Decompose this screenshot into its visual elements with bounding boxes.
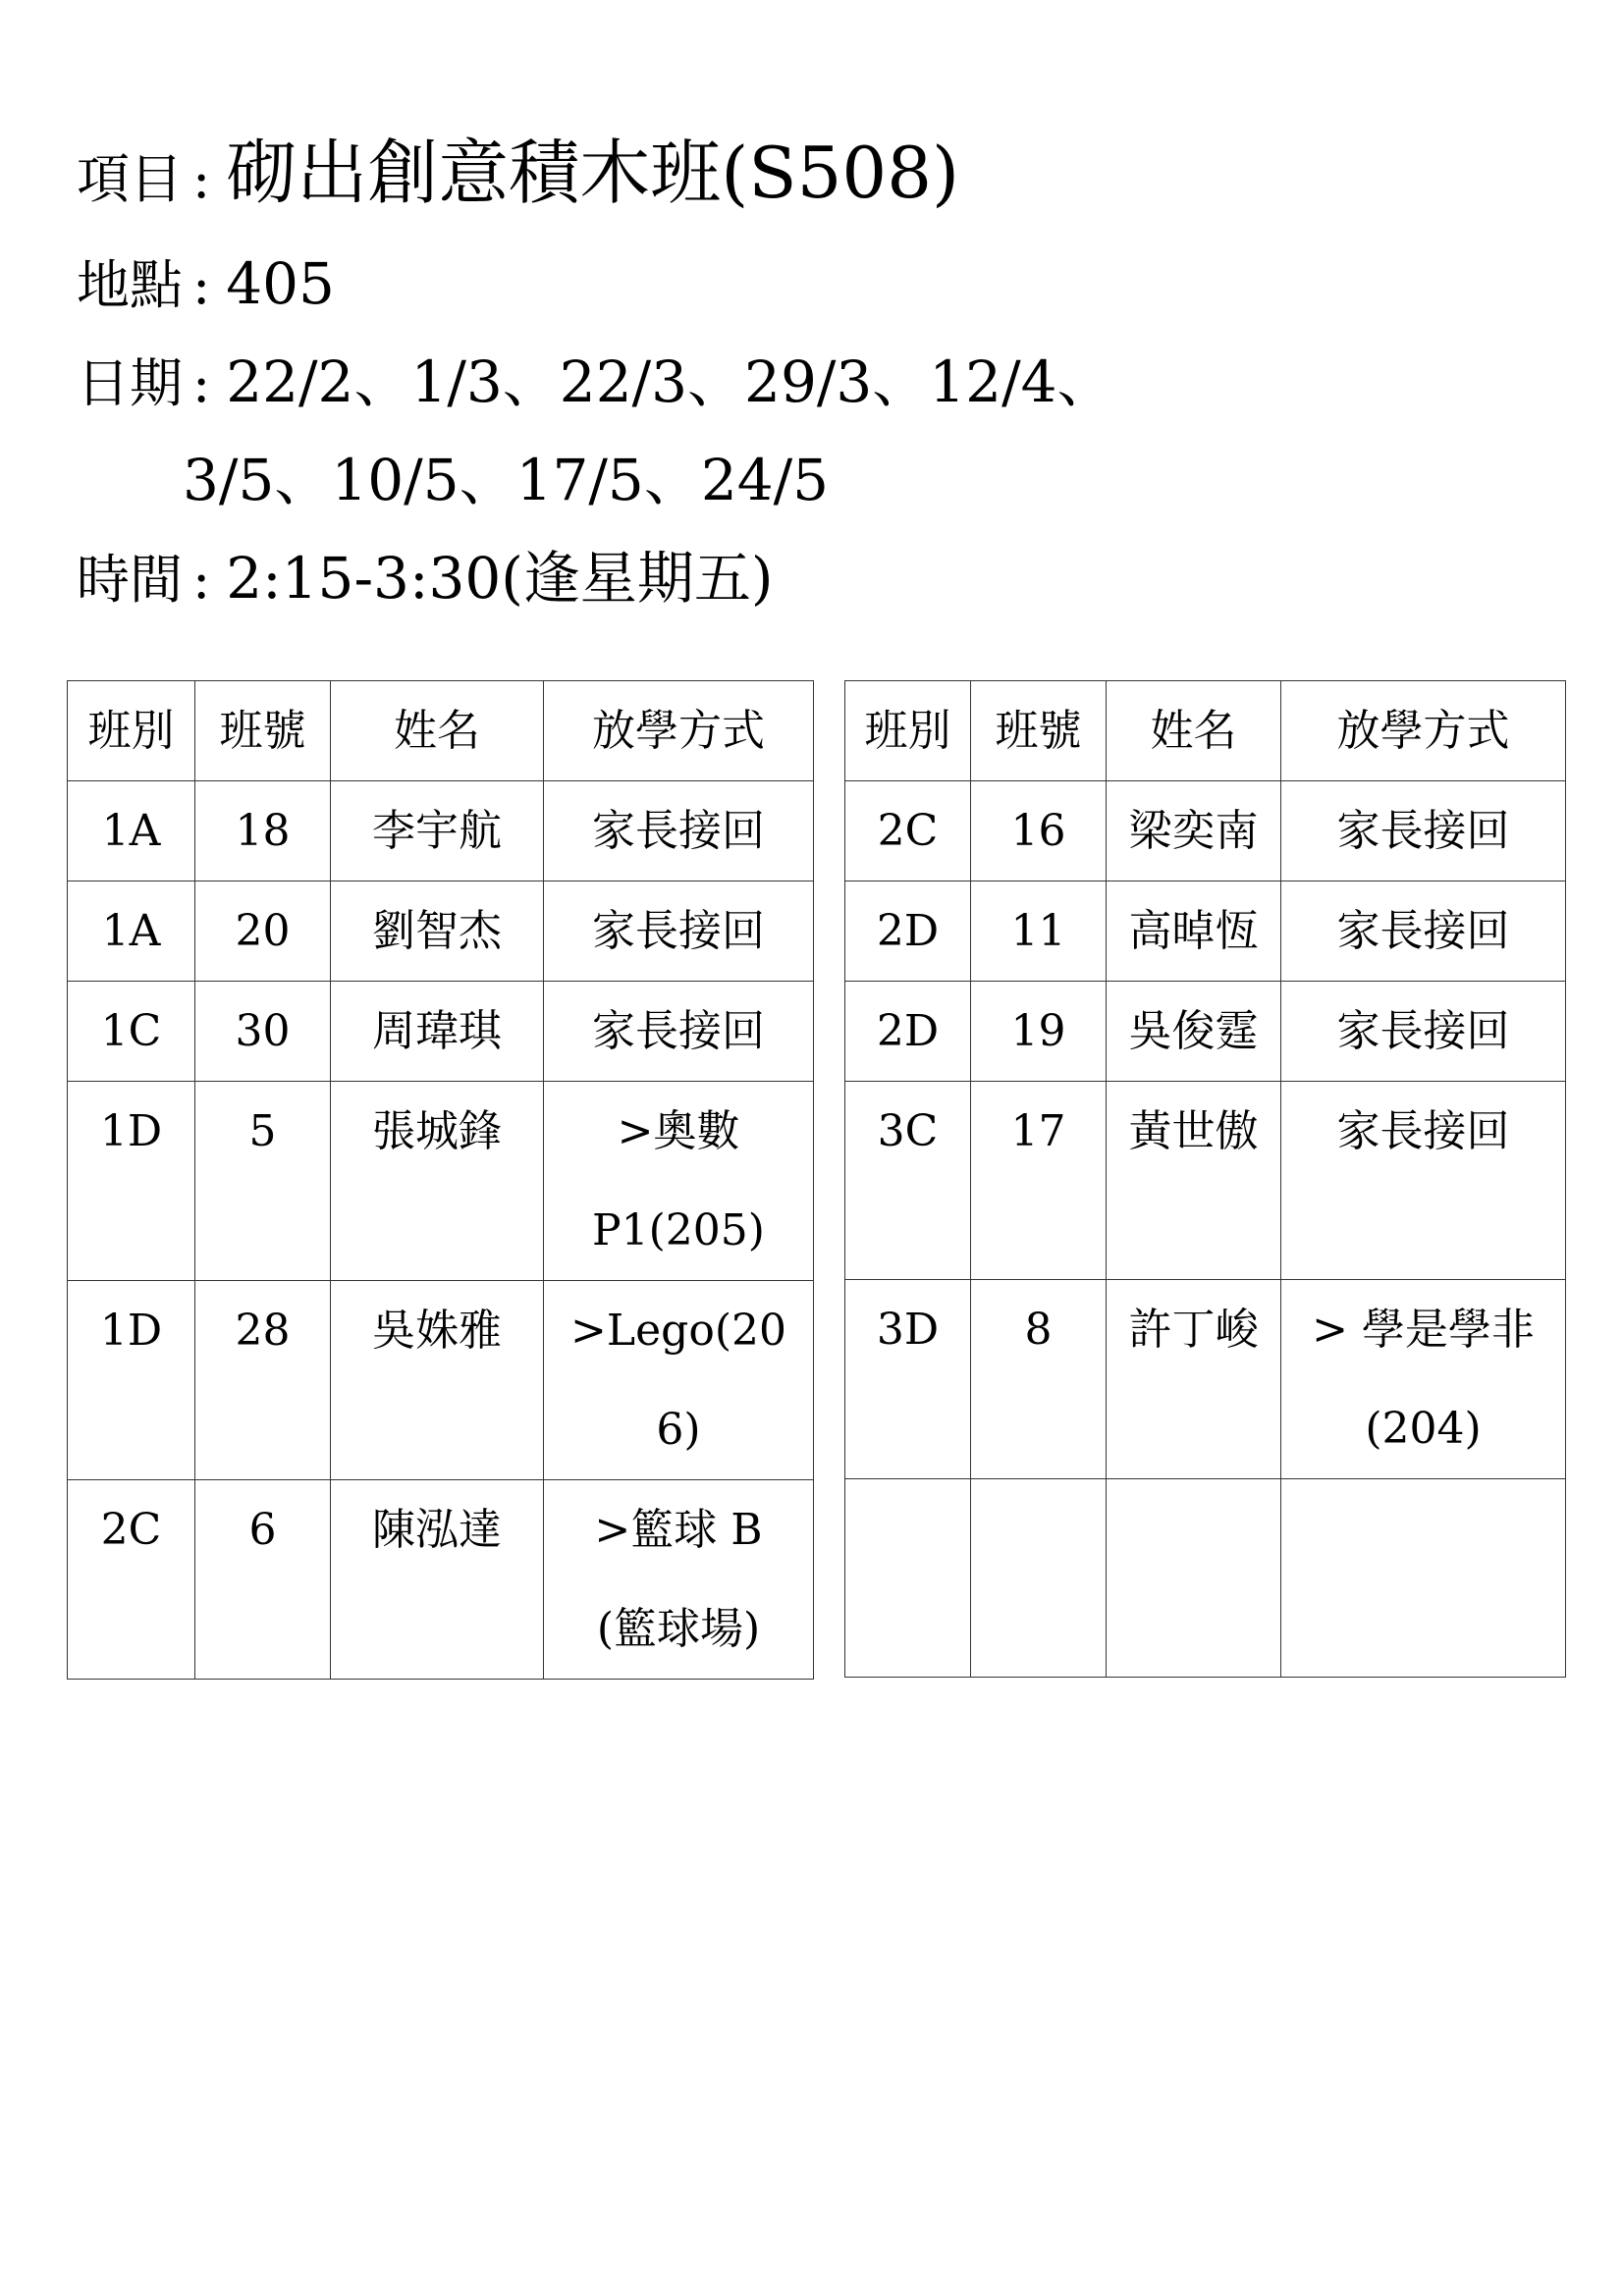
cell-dismissal: 家長接回 xyxy=(544,982,814,1082)
location-value: 405 xyxy=(226,250,335,317)
cell-number: 11 xyxy=(971,881,1107,982)
cell-name: 許丁峻 xyxy=(1107,1280,1281,1479)
table-row xyxy=(68,781,814,881)
cell-number: 5 xyxy=(195,1082,331,1281)
cell-name: 梁奕南 xyxy=(1107,781,1281,881)
location-line xyxy=(77,250,335,317)
table-row xyxy=(845,881,1566,982)
cell-name: 吳姝雅 xyxy=(331,1281,544,1480)
item-line xyxy=(77,132,960,236)
cell-number: 19 xyxy=(971,982,1107,1082)
table-row xyxy=(845,781,1566,881)
cell-class: 2C xyxy=(68,1480,195,1680)
table-row xyxy=(845,1280,1566,1479)
header-number: 班號 xyxy=(195,681,331,781)
dismissal-line2: P1(205) xyxy=(592,1205,765,1255)
table-header-row xyxy=(68,681,814,781)
header-name: 姓名 xyxy=(1107,681,1281,781)
roster-table-left xyxy=(67,680,814,1680)
cell-class: 1A xyxy=(68,881,195,982)
header-dismissal: 放學方式 xyxy=(1281,681,1566,781)
date-line xyxy=(77,348,1114,415)
header-class: 班別 xyxy=(68,681,195,781)
cell-name: 周瑋琪 xyxy=(331,982,544,1082)
date-value-line2: 3/5、10/5、17/5、24/5 xyxy=(183,447,830,513)
table-row xyxy=(845,982,1566,1082)
table-row-empty xyxy=(845,1479,1566,1678)
dismissal-line2: (204) xyxy=(1365,1404,1482,1454)
item-colon: : xyxy=(192,148,211,210)
cell-number: 28 xyxy=(195,1281,331,1480)
table-row xyxy=(845,1082,1566,1280)
cell-class: 1A xyxy=(68,781,195,881)
roster-table-right xyxy=(844,680,1566,1678)
date-line-continued xyxy=(183,447,830,513)
cell-class xyxy=(845,1479,971,1678)
cell-class: 1C xyxy=(68,982,195,1082)
table-header-row xyxy=(845,681,1566,781)
cell-name: 黃世傲 xyxy=(1107,1082,1281,1280)
cell-dismissal xyxy=(1281,1479,1566,1678)
cell-number xyxy=(971,1479,1107,1678)
header-class: 班別 xyxy=(845,681,971,781)
header-name: 姓名 xyxy=(331,681,544,781)
cell-number: 17 xyxy=(971,1082,1107,1280)
location-label: 地點 xyxy=(77,254,183,316)
cell-class: 2D xyxy=(845,881,971,982)
time-label: 時間 xyxy=(77,549,183,611)
table-row xyxy=(68,1281,814,1480)
cell-name xyxy=(1107,1479,1281,1678)
document-header xyxy=(77,132,1114,612)
table-row xyxy=(68,982,814,1082)
dismissal-line1: > 學是學非 xyxy=(1312,1305,1535,1355)
dismissal-line1: >籃球 B xyxy=(594,1505,763,1555)
cell-dismissal: 家長接回 xyxy=(544,881,814,982)
cell-number: 8 xyxy=(971,1280,1107,1479)
cell-number: 16 xyxy=(971,781,1107,881)
table-row xyxy=(68,1480,814,1680)
cell-dismissal xyxy=(544,1480,814,1680)
cell-class: 2C xyxy=(845,781,971,881)
header-dismissal: 放學方式 xyxy=(544,681,814,781)
cell-class: 1D xyxy=(68,1281,195,1480)
dismissal-line2: 6) xyxy=(656,1405,701,1455)
cell-number: 20 xyxy=(195,881,331,982)
cell-name: 吳俊霆 xyxy=(1107,982,1281,1082)
cell-name: 李宇航 xyxy=(331,781,544,881)
table-row xyxy=(68,1082,814,1281)
cell-name: 劉智杰 xyxy=(331,881,544,982)
dismissal-line1: >奧數 xyxy=(617,1106,740,1156)
cell-dismissal: 家長接回 xyxy=(1281,1082,1566,1280)
item-label: 項目 xyxy=(77,148,183,210)
cell-dismissal xyxy=(544,1082,814,1281)
cell-dismissal: 家長接回 xyxy=(1281,881,1566,982)
time-line xyxy=(77,545,774,612)
cell-dismissal: 家長接回 xyxy=(1281,781,1566,881)
header-number: 班號 xyxy=(971,681,1107,781)
cell-name: 高晫恆 xyxy=(1107,881,1281,982)
cell-name: 張城鋒 xyxy=(331,1082,544,1281)
cell-number: 6 xyxy=(195,1480,331,1680)
cell-name: 陳泓達 xyxy=(331,1480,544,1680)
dismissal-line1: >Lego(20 xyxy=(570,1306,786,1356)
date-colon: : xyxy=(192,352,211,414)
item-value: 砌出創意積木班(S508) xyxy=(226,132,960,214)
date-value-line1: 22/2、1/3、22/3、29/3、12/4、 xyxy=(226,348,1114,415)
cell-class: 1D xyxy=(68,1082,195,1281)
location-colon: : xyxy=(192,254,211,316)
date-label: 日期 xyxy=(77,352,183,414)
cell-dismissal: 家長接回 xyxy=(1281,982,1566,1082)
time-colon: : xyxy=(192,549,211,611)
cell-dismissal xyxy=(544,1281,814,1480)
table-row xyxy=(68,881,814,982)
cell-dismissal xyxy=(1281,1280,1566,1479)
cell-class: 3D xyxy=(845,1280,971,1479)
cell-dismissal: 家長接回 xyxy=(544,781,814,881)
time-value: 2:15-3:30(逢星期五) xyxy=(226,545,774,612)
cell-number: 30 xyxy=(195,982,331,1082)
dismissal-line2: (籃球場) xyxy=(596,1604,761,1654)
cell-number: 18 xyxy=(195,781,331,881)
cell-class: 3C xyxy=(845,1082,971,1280)
cell-class: 2D xyxy=(845,982,971,1082)
